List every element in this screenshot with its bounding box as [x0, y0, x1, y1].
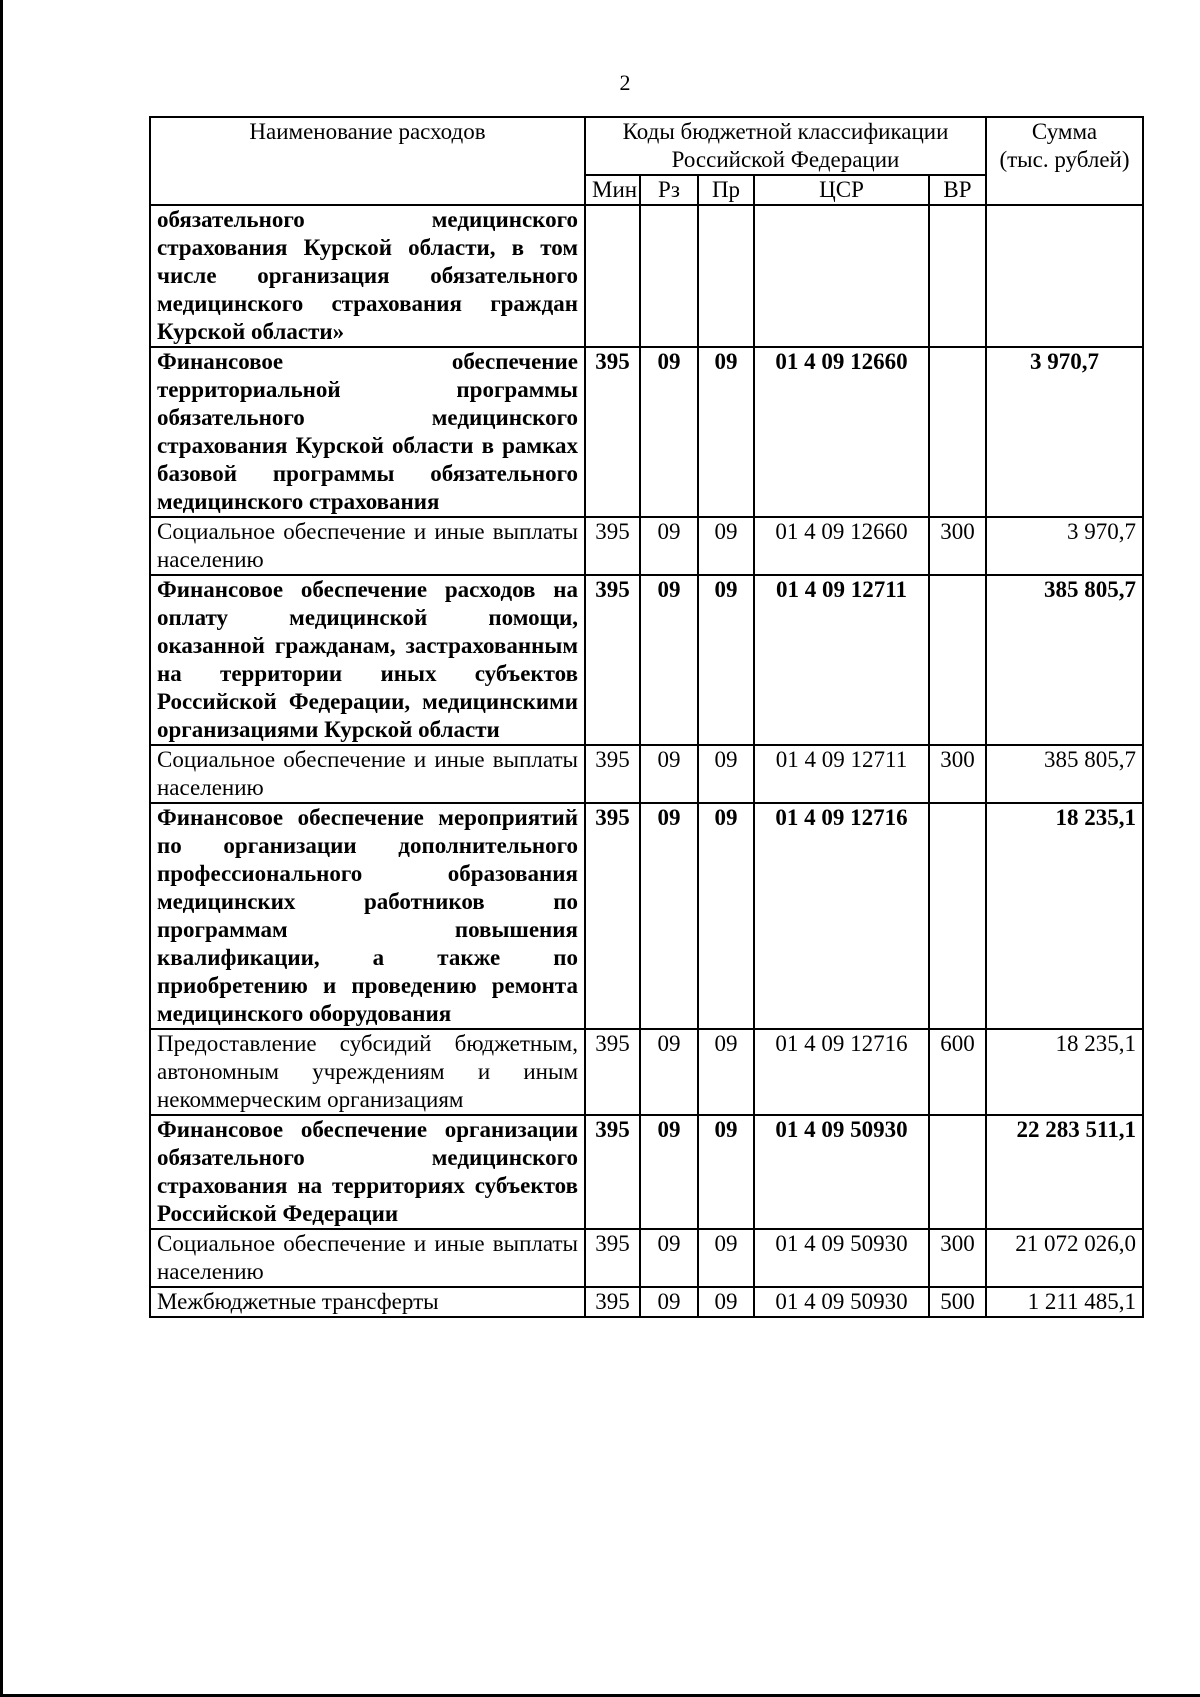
cell-vr: 600: [929, 1029, 986, 1115]
cell-csr: 01 4 09 12660: [754, 347, 929, 517]
cell-min: 395: [585, 517, 640, 575]
scan-edge-left: [0, 0, 3, 1697]
cell-csr: 01 4 09 12716: [754, 1029, 929, 1115]
cell-min: 395: [585, 347, 640, 517]
cell-rz: 09: [640, 1229, 698, 1287]
table-row: [150, 347, 1143, 517]
cell-name: Социальное обеспечение и иные выплаты населению: [150, 1229, 585, 1287]
cell-pr: 09: [698, 803, 754, 1029]
cell-min: 395: [585, 1287, 640, 1317]
cell-pr: 09: [698, 347, 754, 517]
cell-vr: [929, 205, 986, 347]
cell-vr: [929, 803, 986, 1029]
table-row: [150, 803, 1143, 1029]
cell-min: 395: [585, 745, 640, 803]
cell-pr: [698, 205, 754, 347]
table-row: [150, 1029, 1143, 1115]
cell-vr: [929, 575, 986, 745]
cell-sum: 3 970,7: [986, 347, 1143, 517]
cell-min: 395: [585, 1115, 640, 1229]
cell-min: 395: [585, 1029, 640, 1115]
cell-pr: 09: [698, 745, 754, 803]
cell-rz: 09: [640, 575, 698, 745]
table-row: [150, 205, 1143, 347]
table-row: [150, 575, 1143, 745]
cell-rz: 09: [640, 517, 698, 575]
cell-sum: 3 970,7: [986, 517, 1143, 575]
header-sum: [986, 117, 1143, 205]
cell-pr: 09: [698, 517, 754, 575]
cell-name: Предоставление субсидий бюджетным, автономным учреждениям и иным некоммерческим организациям: [150, 1029, 585, 1115]
cell-csr: 01 4 09 50930: [754, 1115, 929, 1229]
header-csr: ЦСР: [754, 175, 929, 205]
table-row: [150, 1229, 1143, 1287]
header-codes-line2: Российской Федерации: [671, 147, 900, 172]
cell-rz: 09: [640, 1029, 698, 1115]
cell-vr: 500: [929, 1287, 986, 1317]
cell-name: Финансовое обеспечение организации обязательного медицинского страхования на территориях субъектов Российской Федерации: [150, 1115, 585, 1229]
cell-sum: 385 805,7: [986, 575, 1143, 745]
cell-min: 395: [585, 803, 640, 1029]
cell-rz: 09: [640, 347, 698, 517]
cell-csr: 01 4 09 50930: [754, 1229, 929, 1287]
cell-sum: 385 805,7: [986, 745, 1143, 803]
cell-rz: 09: [640, 745, 698, 803]
cell-vr: 300: [929, 745, 986, 803]
cell-min: 395: [585, 1229, 640, 1287]
cell-csr: 01 4 09 12711: [754, 745, 929, 803]
cell-vr: 300: [929, 517, 986, 575]
cell-csr: 01 4 09 12716: [754, 803, 929, 1029]
cell-name: Финансовое обеспечение мероприятий по организации дополнительного профессионального образования медицинских работников по программам повышения квалификации, а также по приобретению и проведению ремонта медицинского оборудования: [150, 803, 585, 1029]
cell-name: Социальное обеспечение и иные выплаты населению: [150, 745, 585, 803]
cell-pr: 09: [698, 1029, 754, 1115]
cell-name: Межбюджетные трансферты: [150, 1287, 585, 1317]
cell-csr: [754, 205, 929, 347]
header-vr: ВР: [929, 175, 986, 205]
cell-rz: 09: [640, 1287, 698, 1317]
cell-csr: 01 4 09 12660: [754, 517, 929, 575]
cell-sum: 1 211 485,1: [986, 1287, 1143, 1317]
header-sum-line2: (тыс. рублей): [999, 147, 1130, 172]
budget-table: [149, 116, 1144, 1318]
header-name: Наименование расходов: [150, 117, 585, 205]
cell-min: 395: [585, 575, 640, 745]
cell-sum: 22 283 511,1: [986, 1115, 1143, 1229]
cell-name: Финансовое обеспечение расходов на оплату медицинской помощи, оказанной гражданам, застрахованным на территории иных субъектов Российской Федерации, медицинскими организациями Курской области: [150, 575, 585, 745]
cell-csr: 01 4 09 50930: [754, 1287, 929, 1317]
table-row: [150, 517, 1143, 575]
header-min: Мин: [585, 175, 640, 205]
cell-rz: 09: [640, 803, 698, 1029]
cell-rz: 09: [640, 1115, 698, 1229]
cell-csr: 01 4 09 12711: [754, 575, 929, 745]
cell-sum: 18 235,1: [986, 1029, 1143, 1115]
cell-vr: [929, 347, 986, 517]
cell-min: [585, 205, 640, 347]
cell-pr: 09: [698, 575, 754, 745]
cell-sum: 21 072 026,0: [986, 1229, 1143, 1287]
table-header: [150, 117, 1143, 205]
cell-rz: [640, 205, 698, 347]
header-codes-line1: Коды бюджетной классификации: [622, 119, 949, 144]
table-body: [150, 205, 1143, 1317]
cell-name: Финансовое обеспечение территориальной программы обязательного медицинского страхования Курской области в рамках базовой программы обязательного медицинского страхования: [150, 347, 585, 517]
header-codes: [585, 117, 986, 175]
header-pr: Пр: [698, 175, 754, 205]
header-sum-line1: Сумма: [1031, 119, 1098, 144]
header-rz: Рз: [640, 175, 698, 205]
cell-sum: 18 235,1: [986, 803, 1143, 1029]
cell-sum: [986, 205, 1143, 347]
cell-name: обязательного медицинского страхования Курской области, в том числе организация обязательного медицинского страхования граждан Курской области»: [150, 205, 585, 347]
cell-vr: 300: [929, 1229, 986, 1287]
page-number: 2: [619, 70, 631, 95]
cell-pr: 09: [698, 1229, 754, 1287]
table-row: [150, 1287, 1143, 1317]
table-row: [150, 1115, 1143, 1229]
table-row: [150, 745, 1143, 803]
cell-pr: 09: [698, 1115, 754, 1229]
cell-pr: 09: [698, 1287, 754, 1317]
cell-vr: [929, 1115, 986, 1229]
cell-name: Социальное обеспечение и иные выплаты населению: [150, 517, 585, 575]
